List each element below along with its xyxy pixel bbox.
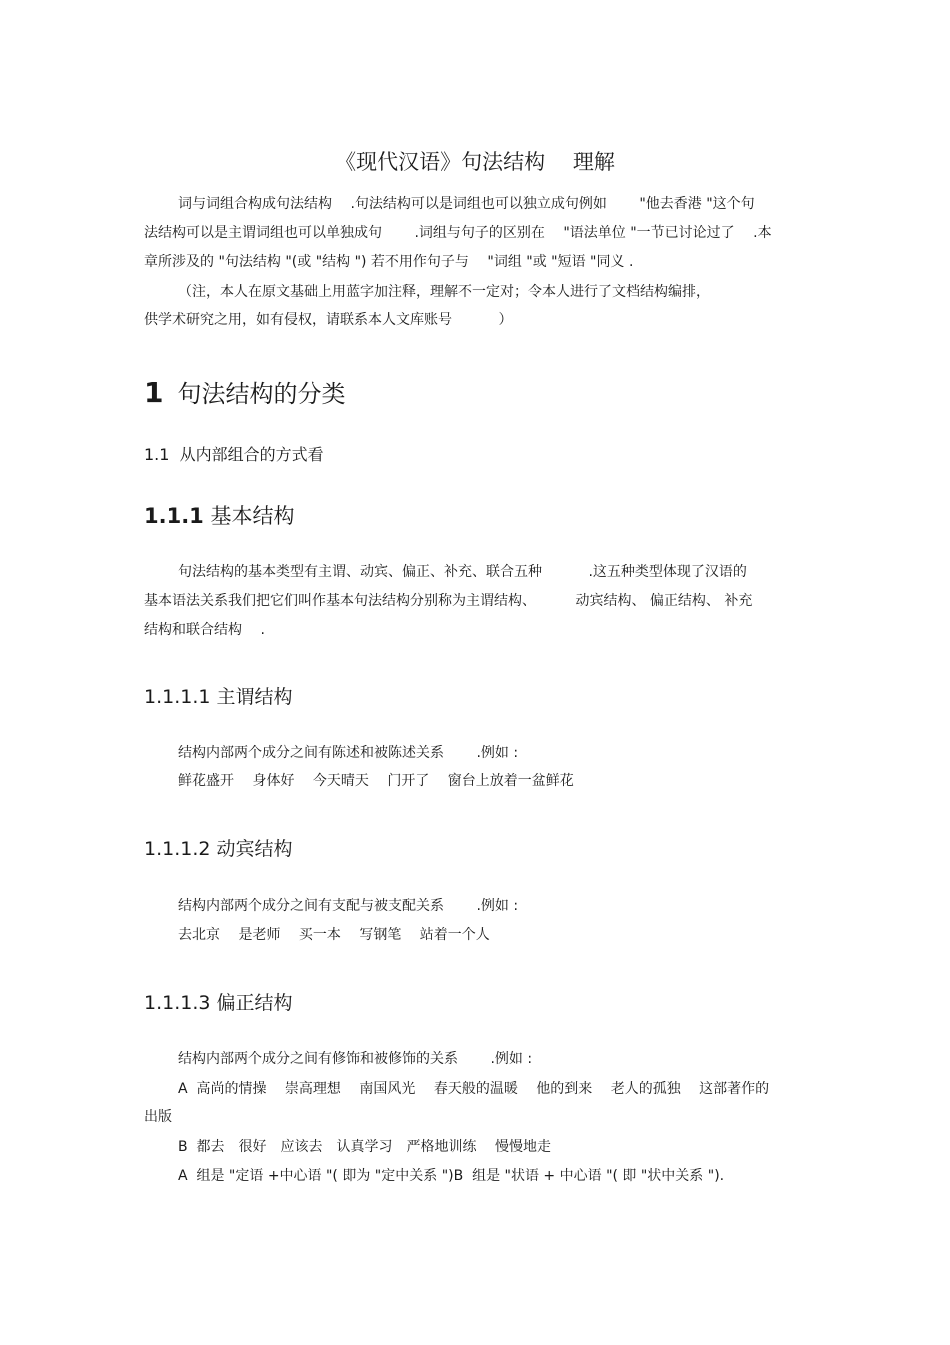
modifier-head-group-a-line-1: A 高尚的情操 崇高理想 南国风光 春天般的温暖 他的到来 老人的孤独 这部著作的 [178, 1081, 770, 1097]
verb-object-desc: 结构内部两个成分之间有支配与被支配关系 .例如 : [178, 898, 519, 914]
modifier-head-summary: A 组是 "定语 +中心语 "( 即为 "定中关系 ")B 组是 "状语 + 中心语 "( 即 "状中关系 "). [178, 1168, 725, 1184]
heading-1-1: 1.1 从内部组合的方式看 [144, 445, 324, 464]
heading-modifier-head: 1.1.1.3 偏正结构 [144, 992, 293, 1014]
basic-structure-line-1: 句法结构的基本类型有主谓、动宾、偏正、补充、联合五种 .这五种类型体现了汉语的 [178, 564, 747, 580]
heading-verb-object: 1.1.1.2 动宾结构 [144, 838, 293, 860]
heading-1 [144, 374, 345, 409]
subject-predicate-desc: 结构内部两个成分之间有陈述和被陈述关系 .例如 : [178, 745, 519, 761]
heading-1-1-1 [144, 500, 294, 530]
note-line-1: （注，本人在原文基础上用蓝字加注释，理解不一定对；令本人进行了文档结构编排， [178, 284, 710, 300]
heading-1-1-1-number: 1.1.1 [144, 504, 204, 528]
intro-line-2: 法结构可以是主谓词组也可以单独成句 .词组与句子的区别在 "语法单位 "一节已讨论过了 .本 [144, 225, 772, 241]
intro-line-3: 章所涉及的 "句法结构 "(或 "结构 ") 若不用作句子与 "词组 "或 "短语 "同义 . [144, 254, 634, 270]
heading-subject-predicate: 1.1.1.1 主谓结构 [144, 686, 293, 708]
modifier-head-desc: 结构内部两个成分之间有修饰和被修饰的关系 .例如 : [178, 1051, 533, 1067]
intro-line-1: 词与词组合构成句法结构 .句法结构可以是词组也可以独立成句例如 "他去香港 "这个句 [178, 196, 755, 212]
heading-1-1-1-text: 基本结构 [203, 504, 295, 528]
basic-structure-line-2: 基本语法关系我们把它们叫作基本句法结构分别称为主谓结构、 动宾结构、 偏正结构、 补充 [144, 593, 753, 609]
heading-1-number: 1 [144, 376, 164, 409]
verb-object-examples: 去北京 是老师 买一本 写钢笔 站着一个人 [178, 927, 490, 943]
modifier-head-group-b: B 都去 很好 应该去 认真学习 严格地训练 慢慢地走 [178, 1139, 551, 1155]
subject-predicate-examples: 鲜花盛开 身体好 今天晴天 门开了 窗台上放着一盆鲜花 [178, 773, 574, 789]
heading-1-text: 句法结构的分类 [177, 380, 346, 408]
note-line-2: 供学术研究之用，如有侵权，请联系本人文库账号 ） [144, 312, 513, 328]
modifier-head-group-a-line-2: 出版 [144, 1109, 172, 1125]
basic-structure-line-3: 结构和联合结构 . [144, 622, 265, 638]
document-title: 《现代汉语》句法结构 理解 [335, 150, 615, 174]
